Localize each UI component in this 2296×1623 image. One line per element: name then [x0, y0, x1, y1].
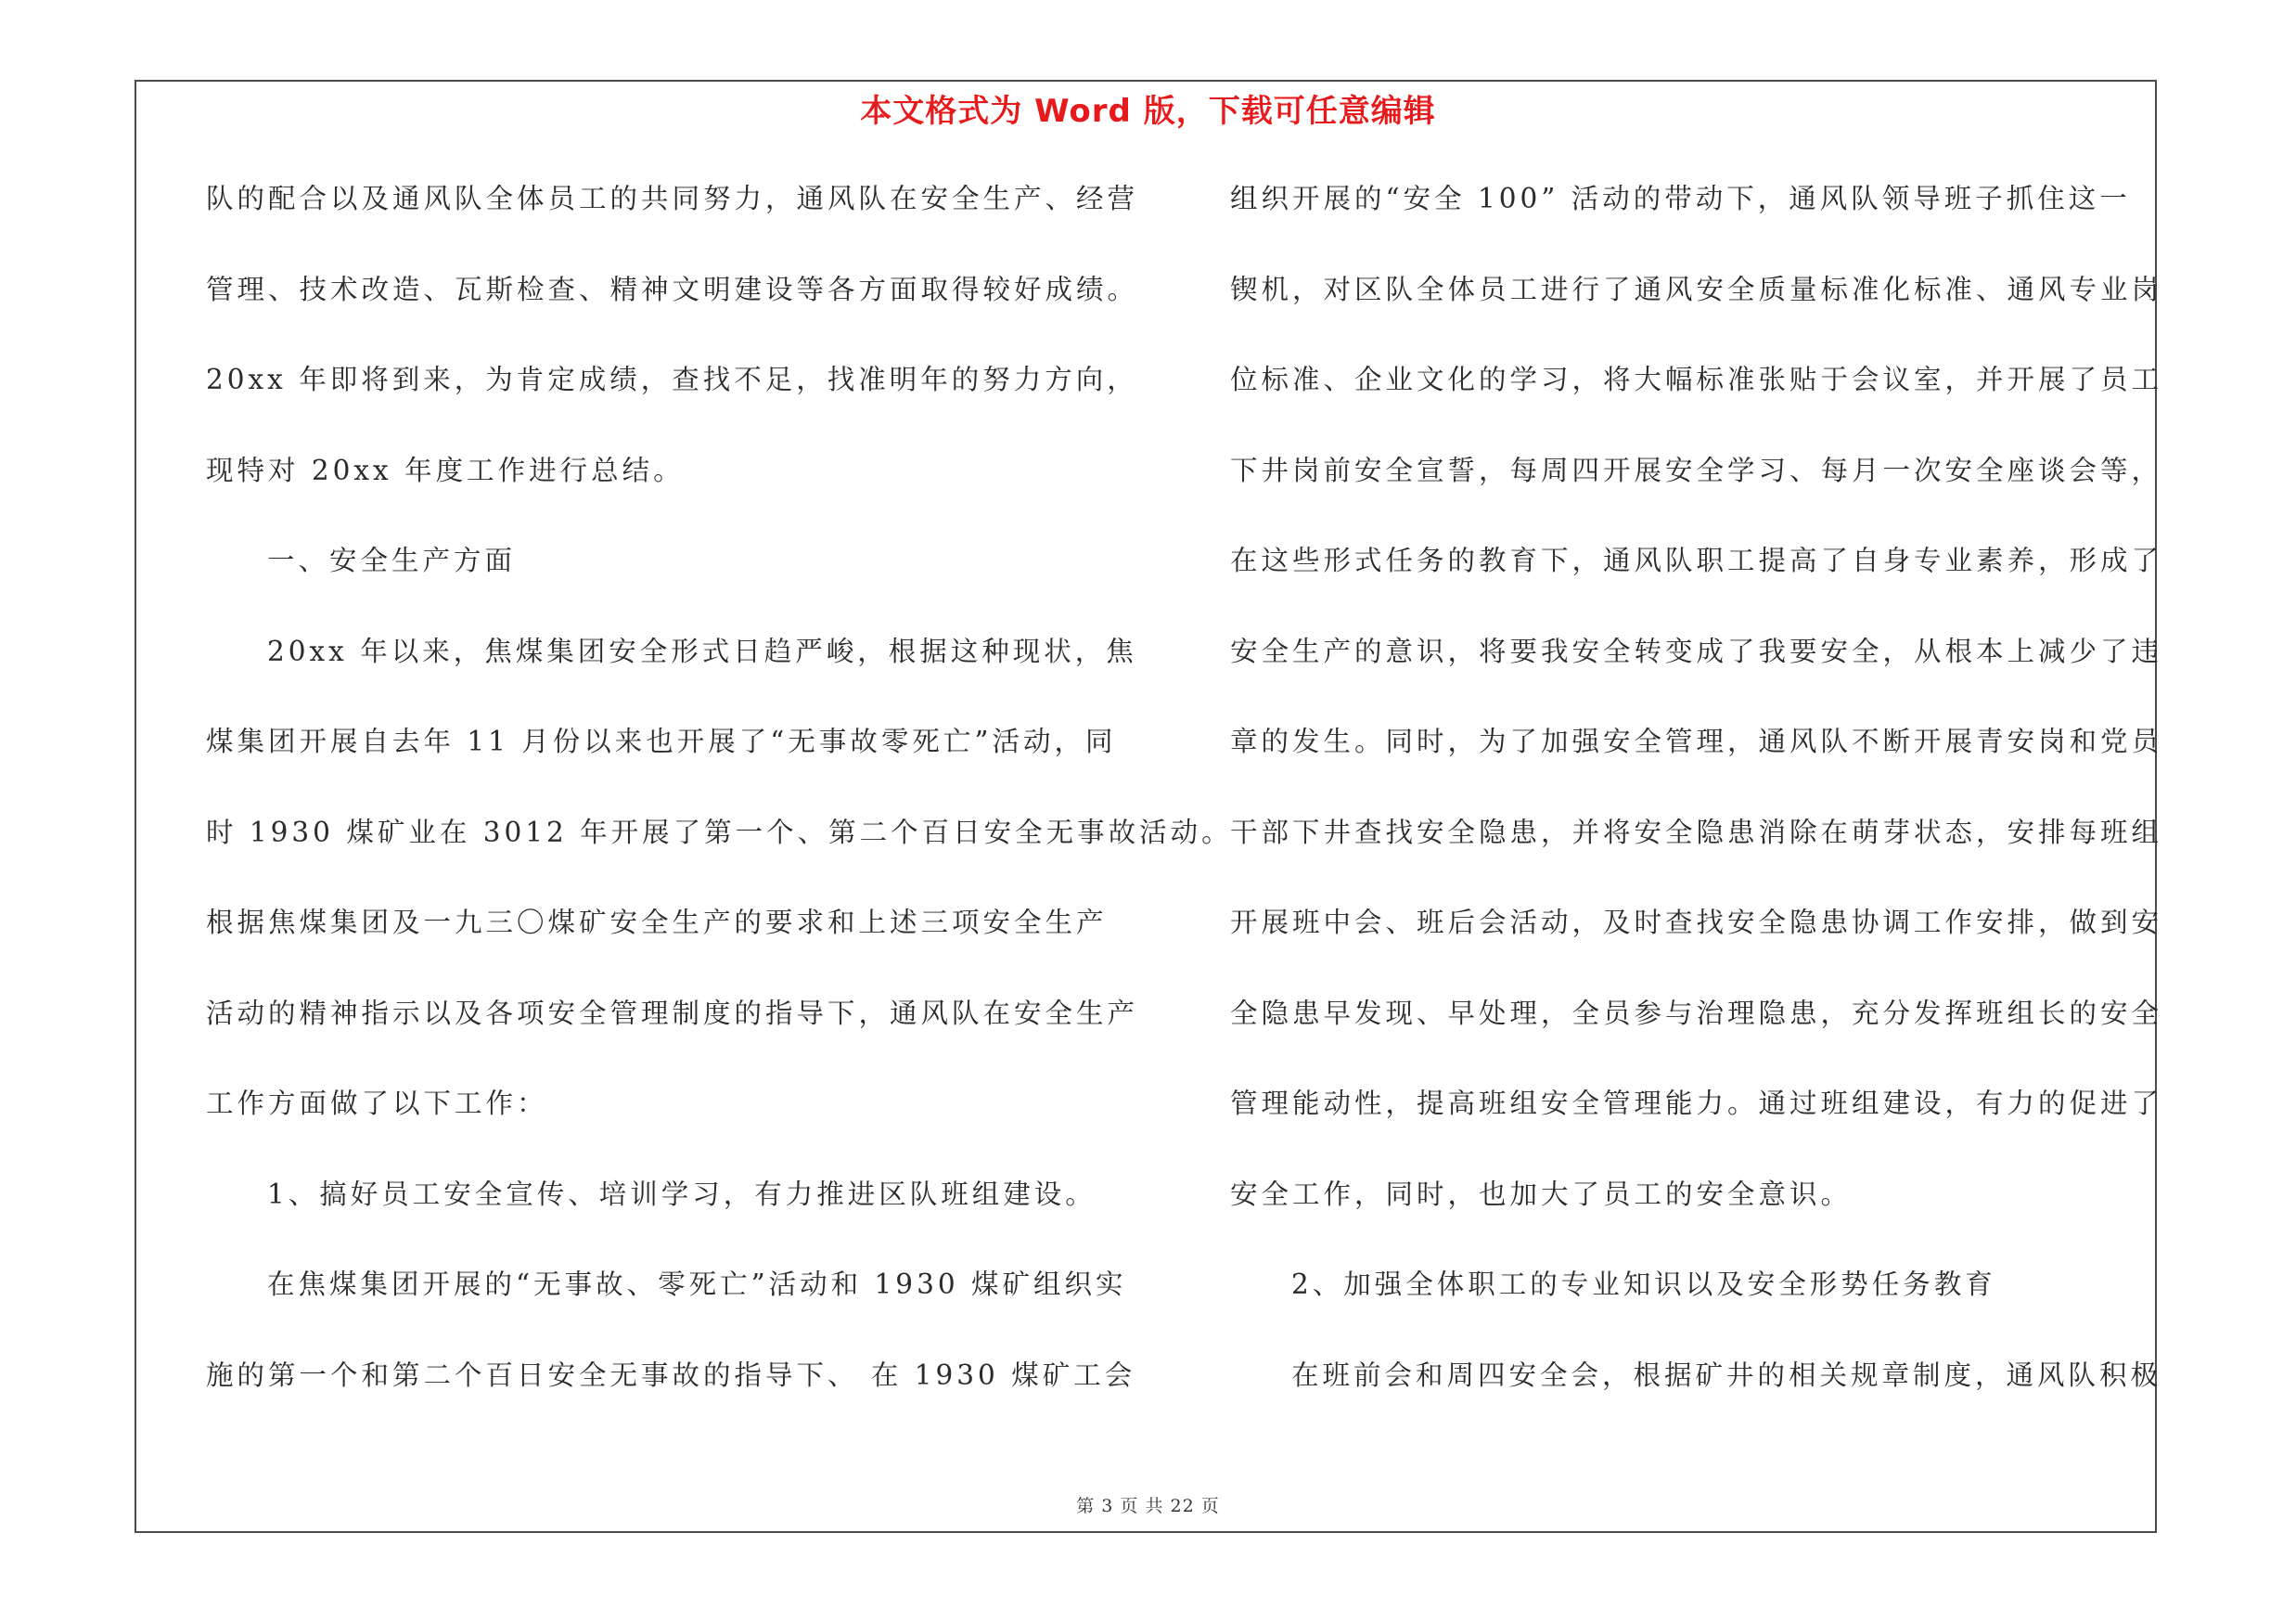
text-line: 在这些形式任务的教育下，通风队职工提高了自身专业素养，形成了 [1230, 545, 2163, 576]
text-line: 管理、技术改造、瓦斯检查、精神文明建设等各方面取得较好成绩。 [206, 273, 1139, 305]
text-line: 在焦煤集团开展的“无事故、零死亡”活动和 1930 煤矿组织实 [267, 1269, 1127, 1300]
text-line: 干部下井查找安全隐患，并将安全隐患消除在萌芽状态，安排每班组 [1230, 816, 2163, 848]
text-line: 开展班中会、班后会活动，及时查找安全隐患协调工作安排，做到安 [1230, 907, 2163, 938]
text-line: 活动的精神指示以及各项安全管理制度的指导下，通风队在安全生产 [206, 997, 1139, 1029]
text-line: 管理能动性，提高班组安全管理能力。通过班组建设，有力的促进了 [1230, 1088, 2163, 1119]
text-line: 安全工作，同时，也加大了员工的安全意识。 [1230, 1178, 1853, 1210]
text-line: 20xx 年即将到来，为肯定成绩，查找不足，找准明年的努力方向， [206, 364, 1138, 395]
text-line: 队的配合以及通风队全体员工的共同努力，通风队在安全生产、经营 [206, 183, 1139, 214]
text-line: 20xx 年以来，焦煤集团安全形式日趋严峻，根据这种现状，焦 [267, 635, 1137, 667]
text-line: 现特对 20xx 年度工作进行总结。 [206, 454, 685, 486]
text-line: 时 1930 煤矿业在 3012 年开展了第一个、第二个百日安全无事故活动。 [206, 816, 1233, 848]
text-line: 组织开展的“安全 100” 活动的带动下，通风队领导班子抓住这一 [1230, 183, 2131, 214]
text-line: 施的第一个和第二个百日安全无事故的指导下、 在 1930 煤矿工会 [206, 1359, 1136, 1391]
subsection-heading: 2、加强全体职工的专业知识以及安全形势任务教育 [1291, 1269, 1996, 1300]
text-line: 章的发生。同时，为了加强安全管理，通风队不断开展青安岗和党员 [1230, 726, 2163, 757]
text-line: 全隐患早发现、早处理，全员参与治理隐患，充分发挥班组长的安全 [1230, 997, 2163, 1029]
subsection-heading: 1、搞好员工安全宣传、培训学习，有力推进区队班组建设。 [267, 1178, 1097, 1210]
page-number-footer: 第 3 页 共 22 页 [1076, 1496, 1220, 1516]
text-line: 锲机，对区队全体员工进行了通风安全质量标准化标准、通风专业岗 [1230, 273, 2163, 305]
text-line: 在班前会和周四安全会，根据矿井的相关规章制度，通风队积极 [1291, 1359, 2162, 1391]
text-line: 位标准、企业文化的学习，将大幅标准张贴于会议室，并开展了员工 [1230, 364, 2163, 395]
text-line: 工作方面做了以下工作： [206, 1088, 548, 1119]
left-text-column [206, 182, 1233, 1449]
text-line: 根据焦煤集团及一九三〇煤矿安全生产的要求和上述三项安全生产 [206, 907, 1108, 938]
text-line: 安全生产的意识，将要我安全转变成了我要安全，从根本上减少了违 [1230, 635, 2163, 667]
text-line: 煤集团开展自去年 11 月份以来也开展了“无事故零死亡”活动，同 [206, 726, 1117, 757]
section-heading: 一、安全生产方面 [267, 545, 517, 576]
format-notice-banner: 本文格式为 Word 版，下载可任意编辑 [860, 93, 1436, 130]
text-line: 下井岗前安全宣誓，每周四开展安全学习、每月一次安全座谈会等， [1230, 454, 2163, 486]
right-text-column [1230, 182, 2163, 1449]
